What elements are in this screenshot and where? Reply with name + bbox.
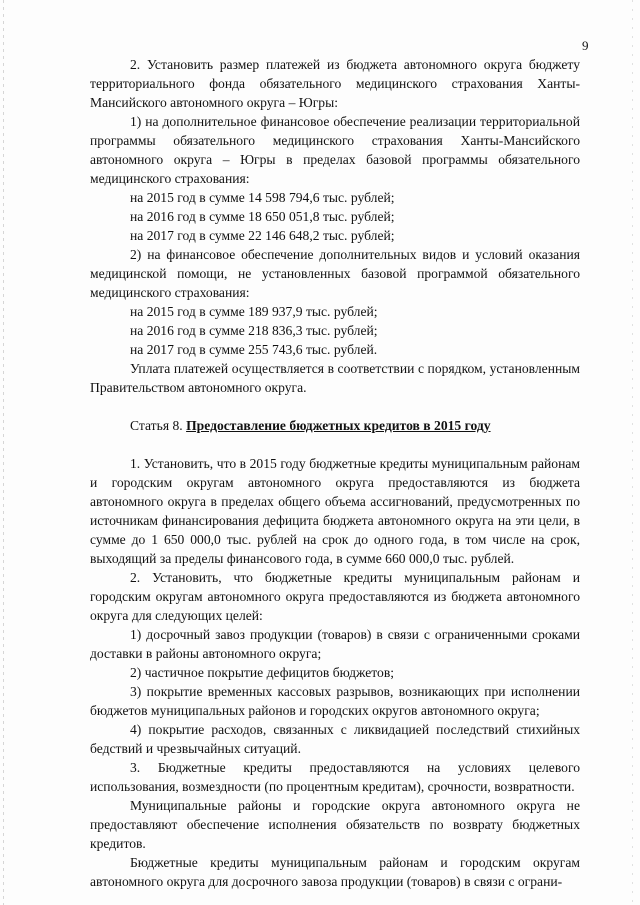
page-number: 9 (582, 38, 589, 53)
paragraph: Бюджетные кредиты муниципальным районам и городским округам автономного округа для досрочного завоза продукции (товаров) в связи с ограни- (90, 855, 580, 889)
amount-line: на 2016 год в сумме 218 836,3 тыс. рублей; (130, 323, 378, 338)
article-heading (90, 416, 580, 435)
paragraph: 1. Установить, что в 2015 году бюджетные кредиты муниципальным районам и городским округам автономного округа предоставляются из бюджета автономного округа в пределах общего объема ассигнований, предусмотренных по источникам финансирования дефицита бюджета автономного округа на эти цели, в сумме до 1 650 000,0 тыс. рублей на срок до одного года, в том числе на срок, выходящий за пределы финансового года, в сумме 660 000,0 тыс. рублей. (90, 456, 580, 566)
amount-line: на 2015 год в сумме 189 937,9 тыс. рублей; (130, 304, 378, 319)
paragraph: 1) на дополнительное финансовое обеспечение реализации территориальной программы обязательного медицинского страхования Ханты-Мансийского автономного округа – Югры в пределах базовой программы обязательного медицинского страхования: (90, 114, 580, 186)
paragraph: 3. Бюджетные кредиты предоставляются на условиях целевого использования, возмездности (по процентным кредитам), срочности, возвратности. (90, 760, 580, 794)
paragraph: 2. Установить, что бюджетные кредиты муниципальным районам и городским округам автономного округа предоставляются из бюджета автономного округа для следующих целей: (90, 570, 580, 623)
amount-line: на 2016 год в сумме 18 650 051,8 тыс. рублей; (130, 209, 395, 224)
paragraph: 2) частичное покрытие дефицитов бюджетов; (130, 665, 395, 680)
article-number: Статья 8. (130, 418, 183, 433)
paragraph: 1) досрочный завоз продукции (товаров) в связи с ограниченными сроками доставки в районы автономного округа; (90, 627, 580, 661)
paragraph: 2) на финансовое обеспечение дополнительных видов и условий оказания медицинской помощи, не установленных базовой программой обязательного медицинского страхования: (90, 247, 580, 300)
article-title: Предоставление бюджетных кредитов в 2015 году (186, 418, 491, 433)
paragraph: 4) покрытие расходов, связанных с ликвидацией последствий стихийных бедствий и чрезвычайных ситуаций. (90, 722, 580, 756)
document-body (90, 55, 580, 891)
amount-line: на 2017 год в сумме 255 743,6 тыс. рублей. (130, 342, 378, 357)
paragraph: 3) покрытие временных кассовых разрывов, возникающих при исполнении бюджетов муниципальных районов и городских округов автономного округа; (90, 684, 580, 718)
paragraph: Муниципальные районы и городские округа автономного округа не предоставляют обеспечение исполнения обязательств по возврату бюджетных кредитов. (90, 798, 580, 851)
amount-line: на 2017 год в сумме 22 146 648,2 тыс. рублей; (130, 228, 395, 243)
paragraph: Уплата платежей осуществляется в соответствии с порядком, установленным Правительством автономного округа. (90, 361, 580, 395)
paragraph: 2. Установить размер платежей из бюджета автономного округа бюджету территориального фонда обязательного медицинского страхования Ханты-Мансийского автономного округа – Югры: (90, 57, 580, 110)
amount-line: на 2015 год в сумме 14 598 794,6 тыс. рублей; (130, 190, 395, 205)
scan-edge-right (632, 0, 633, 905)
scan-edge-left (3, 0, 4, 905)
